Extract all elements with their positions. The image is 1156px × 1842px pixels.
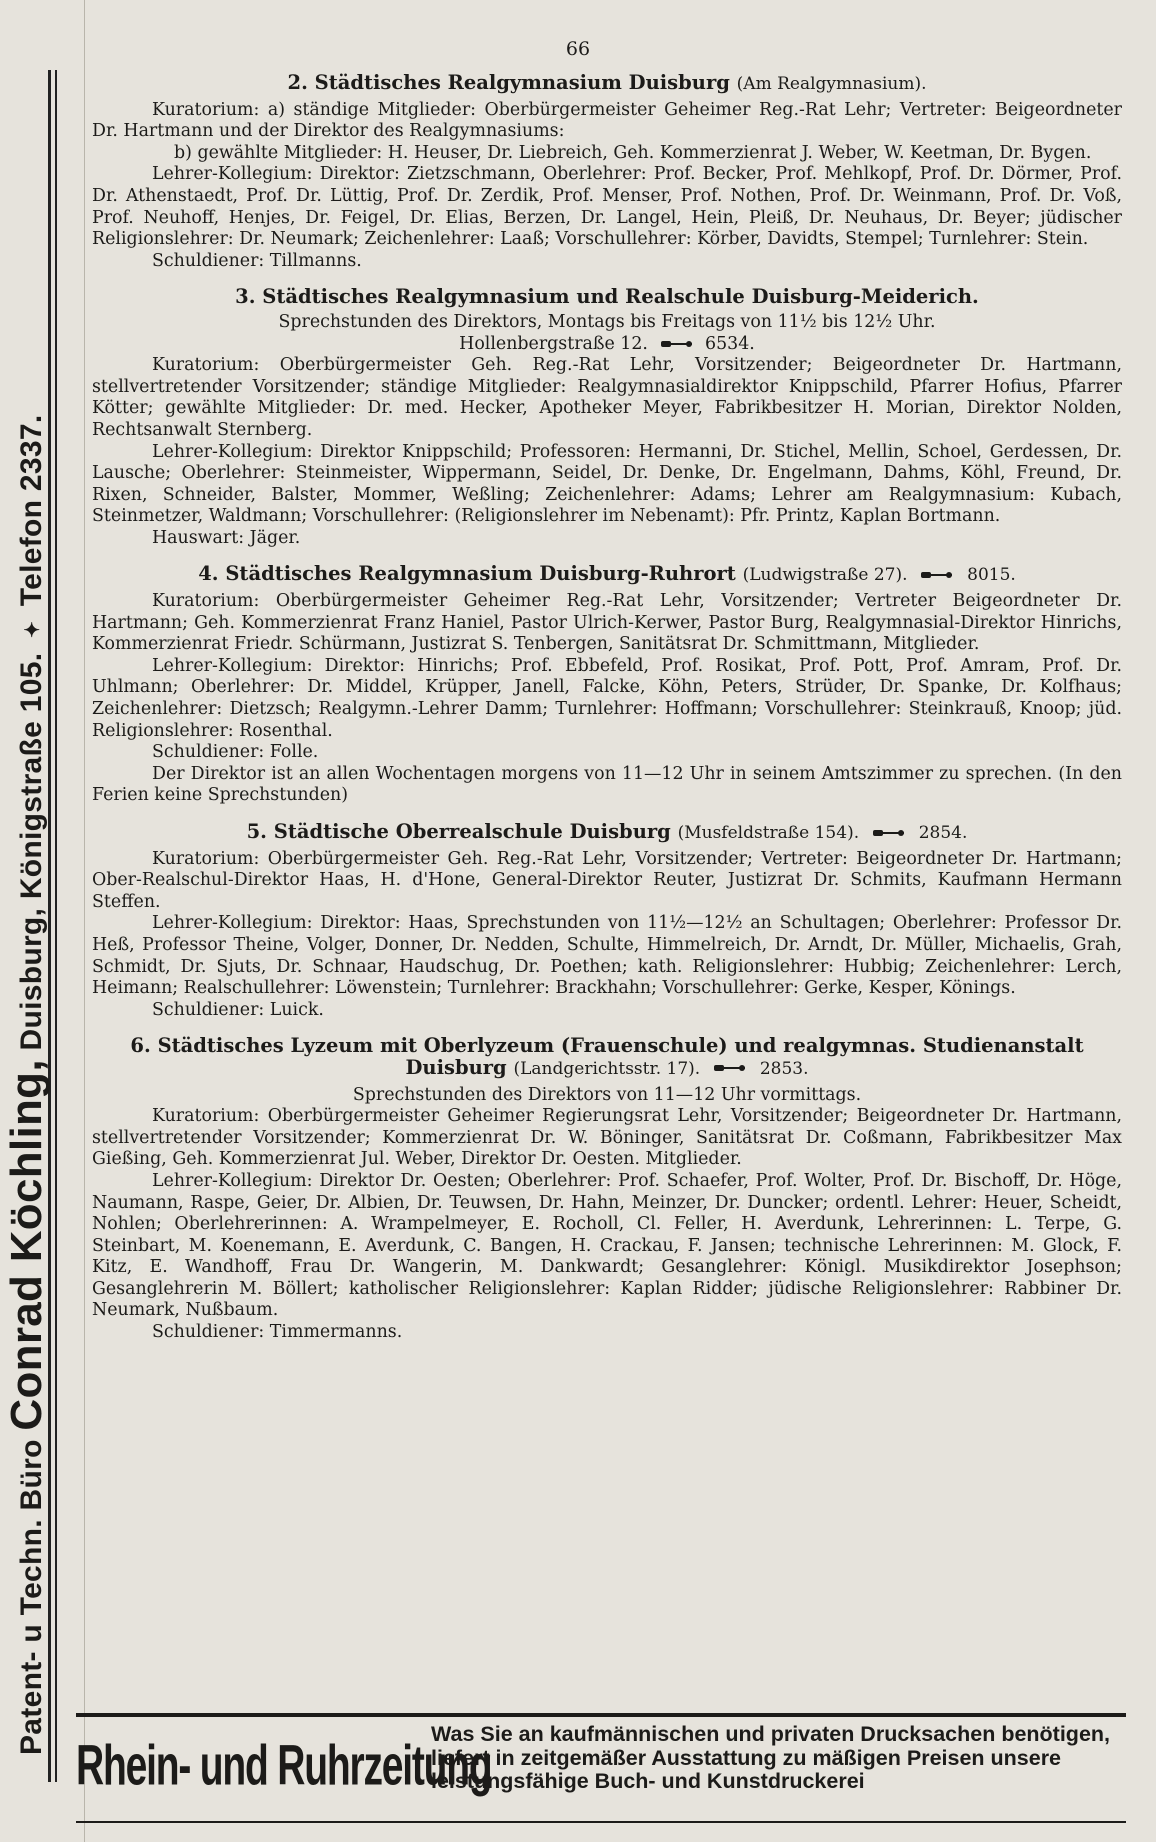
phone-number: 8015. [967,565,1016,586]
section-heading [92,72,1122,96]
telephone-icon [660,338,694,350]
paragraph: Kuratorium: a) ständige Mitglieder: Oberbürgermeister Geheimer Reg.-Rat Lehr; Vertreter: Beigeordneter Dr. Hartmann und der Direktor des Realgymnasiums: [92,99,1122,142]
section-heading [92,563,1122,587]
paragraph: Schuldiener: Timmermanns. [152,1322,403,1343]
address-line [92,334,1122,356]
paragraph: Hauswart: Jäger. [152,527,301,548]
section-heading: 3. Städtisches Realgymnasium und Realschule Duisburg-Meiderich. [235,285,979,309]
heading-title: 6. Städtisches Lyzeum mit Oberlyzeum (Frauenschule) und realgymnas. Studienanstalt Duisburg [130,1034,1084,1079]
side-name: Conrad Köchling, [2,1059,51,1431]
section-heading [92,1035,1122,1080]
side-prefix: Patent- u Techn. Büro [15,1439,48,1755]
telephone-icon [713,1062,747,1074]
page-content [92,68,1122,1358]
section-heading [92,821,1122,845]
ad-title: Rhein- und Ruhrzeitung [76,1735,492,1798]
side-banner [0,0,85,1842]
office-hours: Sprechstunden des Direktors, Montags bis Freitags von 11½ bis 12½ Uhr. [278,311,936,332]
side-banner-text [2,75,51,1755]
side-rule-thin [55,70,57,1782]
page-number: 66 [565,38,591,60]
section-5 [92,821,1122,1021]
paragraph: Kuratorium: Oberbürgermeister Geh. Reg.-Rat Lehr, Vorsitzender; Beigeordneter Dr. Hartmann, stellvertretender Vorsitzender; ständige Mitglieder: Realgymnasialdirektor Knippschild, Pfarrer Hofius, Pfarrer Kötter; gewählte Mitglieder: Dr. med. Hecker, Apotheker Meyer, Fabrikbesitzer H. Morian, Direktor Nolden, Rechtsanwalt Sternberg. [92,355,1122,440]
paragraph: Schuldiener: Tillmanns. [152,250,362,271]
phone-number: 2854. [918,823,968,843]
heading-title: 4. Städtisches Realgymnasium Duisburg-Ruhrort [198,562,736,586]
phone-number: 6534. [705,333,755,354]
heading-suffix: (Musfeldstraße 154). [677,823,860,843]
address: Hollenbergstraße 12. [459,333,648,354]
paragraph: Lehrer-Kollegium: Direktor: Hinrichs; Prof. Ebbefeld, Prof. Rosikat, Prof. Pott, Prof. Amram, Prof. Dr. Uhlmann; Oberlehrer: Dr. Middel, Krüpper, Janell, Falcke, Köhn, Peters, Strüder, Dr. Spanke, Dr. Kolfhaus; Zeichenlehrer: Dietzsch; Realgymn.-Lehrer Damm; Turnlehrer: Hoffmann; Vorschullehrer: Steinkrauß, Knoop; jüd. Religionslehrer: Rosenthal. [92,655,1122,741]
office-hours: Sprechstunden des Direktors von 11—12 Uhr vormittags. [352,1084,862,1105]
paragraph: Lehrer-Kollegium: Direktor: Zietzschmann, Oberlehrer: Prof. Becker, Prof. Mehlkopf, Prof. Dr. Dörmer, Prof. Dr. Athenstaedt, Prof. Dr. Lüttig, Prof. Dr. Zerdik, Prof. Menser, Prof. Nothen, Prof. Dr. Weinmann, Prof. Dr. Voß, Prof. Neuhoff, Henjes, Dr. Feigel, Dr. Elias, Berzen, Dr. Langel, Hein, Pleiß, Dr. Neuhaus, Dr. Beyer; jüdischer Religionslehrer: Dr. Neumark; Zeichenlehrer: Laaß; Vorschullehrer: Körber, Davidts, Stempel; Turnlehrer: Stein. [92,164,1122,250]
paragraph: Kuratorium: Oberbürgermeister Geheimer Regierungsrat Lehr, Vorsitzender; Beigeordneter Dr. Hartmann, stellvertretender Vorsitzender; Kommerzienrat Dr. W. Böninger, Sanitätsrat Dr. Coßmann, Fabrikbesitzer Max Gießing, Geh. Kommerzienrat Jul. Weber, Direktor Dr. Oesten. Mitglieder. [92,1106,1122,1170]
ad-rule-bottom [76,1821,1126,1823]
paragraph: Lehrer-Kollegium: Direktor Knippschild; Professoren: Hermanni, Dr. Stichel, Mellin, Schoel, Gerdessen, Dr. Lausche; Oberlehrer: Steinmeister, Wippermann, Seidel, Dr. Denke, Dr. Engelmann, Dahms, Köhl, Freund, Dr. Rixen, Schneider, Balster, Mommer, Weßling; Zeichenlehrer: Adams; Lehrer am Realgymnasium: Kubach, Steinmetzer, Waldmann; Vorschullehrer: (Religionslehrer im Nebenamt): Pfr. Printz, Kaplan Bortmann. [92,441,1122,527]
paragraph: Lehrer-Kollegium: Direktor: Haas, Sprechstunden von 11½—12½ an Schultagen; Oberlehrer: Professor Dr. Heß, Professor Theine, Volger, Donner, Dr. Nedden, Schulte, Himmelreich, Dr. Arndt, Dr. Müller, Michaelis, Grah, Schmidt, Dr. Sjuts, Dr. Schnaar, Haudschug, Dr. Poethen; kath. Religionslehrer: Hubbig; Zeichenlehrer: Lerch, Heimann; Realschullehrer: Löwenstein; Turnlehrer: Brackhahn; Vorschullehrer: Gerke, Kesper, Könings. [92,913,1122,999]
heading-title: 5. Städtische Oberrealschule Duisburg [246,820,671,843]
section-4 [92,563,1122,807]
side-phone: Telefon 2337. [15,414,48,607]
side-separator: ✦ [22,620,45,638]
ad-rule-top [76,1713,1126,1717]
paragraph: Kuratorium: Oberbürgermeister Geheimer Reg.-Rat Lehr, Vorsitzender; Vertreter Beigeordneter Dr. Hartmann; Geh. Kommerzienrat Franz Haniel, Pastor Ulrich-Kerwer, Pastor Burg, Realgymnasial-Direktor Hinrichs, Kommerzienrat Friedr. Schürmann, Justizrat S. Tenbergen, Sanitätsrat Dr. Schmittmann, Mitglieder. [92,591,1122,655]
section-3 [92,286,1122,549]
paragraph: Kuratorium: Oberbürgermeister Geh. Reg.-Rat Lehr, Vorsitzender; Vertreter: Beigeordneter Dr. Hartmann; Ober-Realschul-Direktor Haas, H. d'Hone, General-Direktor Reuter, Justizrat Dr. Schmits, Kaufmann Hermann Steffen. [92,848,1122,912]
section-2 [92,72,1122,272]
section-6 [92,1035,1122,1343]
phone-number: 2853. [759,1058,809,1079]
heading-suffix: (Am Realgymnasium). [736,74,927,94]
paragraph: Der Direktor ist an allen Wochentagen morgens von 11—12 Uhr in seinem Amtszimmer zu sprechen. (In den Ferien keine Sprechstunden) [92,763,1122,806]
paragraph: Schuldiener: Luick. [152,999,324,1020]
heading-suffix: (Landgerichtsstr. 17). [513,1058,701,1079]
telephone-icon [872,827,906,839]
paragraph: b) gewählte Mitglieder: H. Heuser, Dr. Liebreich, Geh. Kommerzienrat J. Weber, W. Keetman, Dr. Bygen. [174,142,1092,163]
paragraph: Schuldiener: Folle. [152,742,319,763]
side-address: Duisburg, Königstraße 105. [15,652,48,1051]
ad-text: Was Sie an kaufmännischen und privaten Drucksachen benötigen, liefert in zeitgemäßer Ausstattung zu mäßigen Preisen unsere leistungsfähige Buch- und Kunstdruckerei [431,1722,1111,1793]
side-rule [48,70,51,1782]
telephone-icon [920,569,954,581]
heading-title: 2. Städtisches Realgymnasium Duisburg [287,71,730,94]
paragraph: Lehrer-Kollegium: Direktor Dr. Oesten; Oberlehrer: Prof. Schaefer, Prof. Wolter, Prof. Dr. Bischoff, Dr. Höge, Naumann, Raspe, Geier, Dr. Albien, Dr. Teuwsen, Dr. Hahn, Meinzer, Dr. Duncker; ordentl. Lehrer: Heuer, Scheidt, Nohlen; Oberlehrerinnen: A. Wrampelmeyer, E. Rocholl, Cl. Feller, H. Averdunk, Lehrerinnen: L. Terpe, G. Steinbart, M. Koenemann, E. Averdunk, C. Bangen, H. Crackau, F. Jansen; technische Lehrerinnen: M. Glock, F. Kitz, E. Wandhoff, Frau Dr. Wangerin, M. Dankwardt; Gesanglehrer: Königl. Musikdirektor Josephson; Gesanglehrerin M. Böllert; katholischer Religionslehrer: Kaplan Ridder; jüdische Religionslehrer: Rabbiner Dr. Neumark, Nußbaum. [92,1170,1122,1321]
advertisement [76,1713,1126,1823]
heading-suffix: (Ludwigstraße 27). [742,565,908,586]
